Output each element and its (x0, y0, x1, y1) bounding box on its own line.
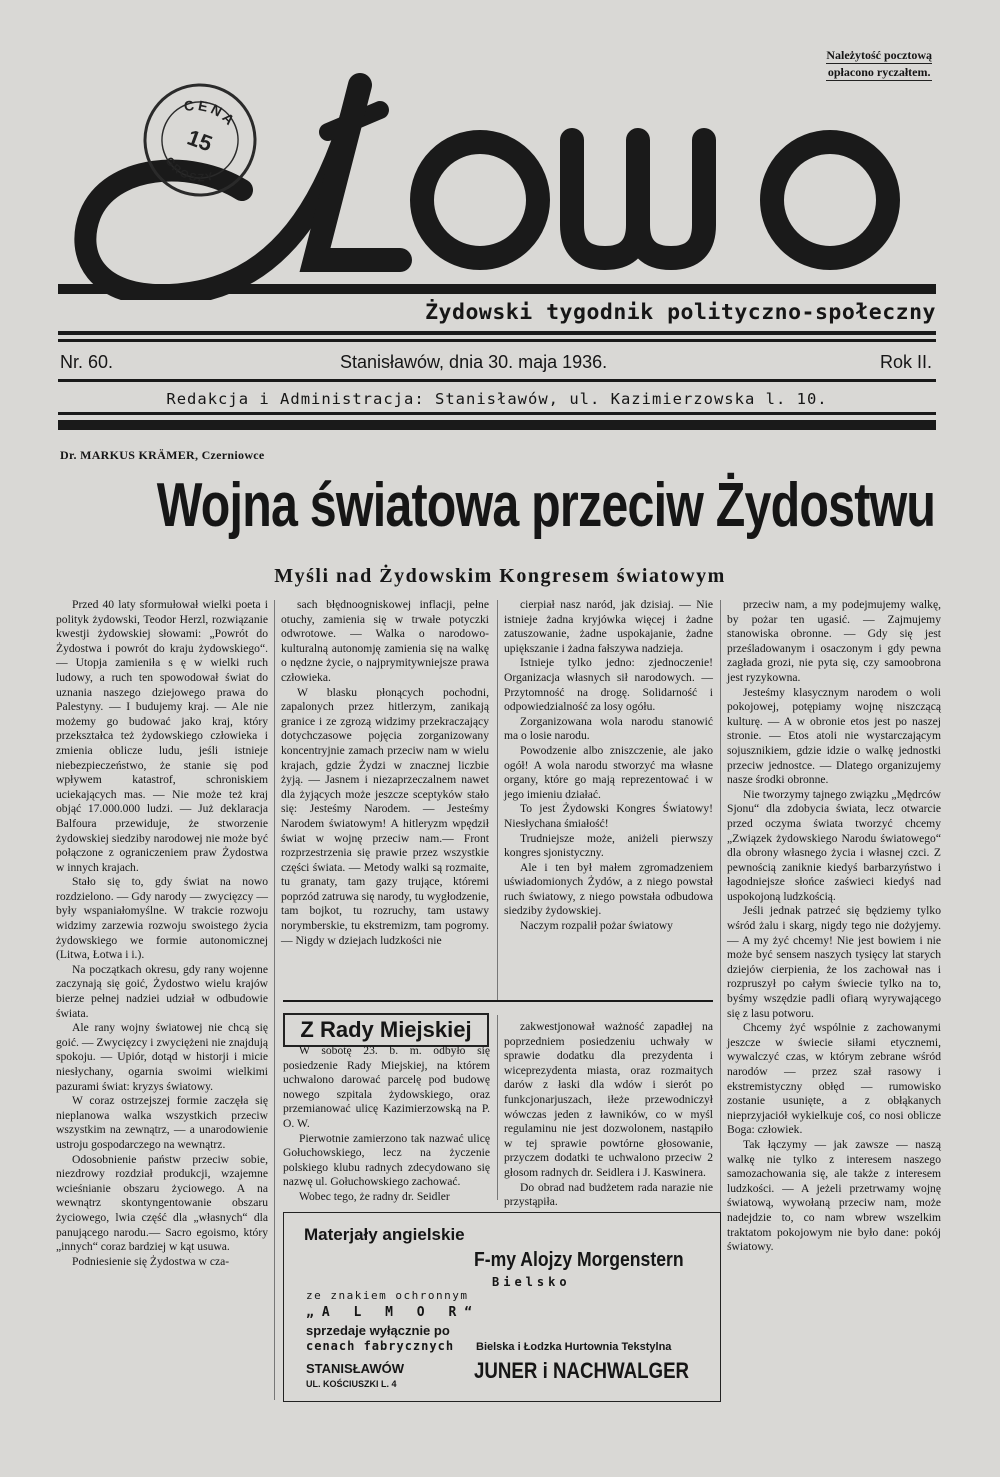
article-column-1 (56, 598, 268, 1269)
council-column-left (283, 1044, 490, 1205)
paragraph: Istnieje tylko jedno: zjednoczenie! Organizacja własnych sił narodowych. — Przytomność na drogę. Solidarność i odpowiedzialność za losy ogółu. (504, 656, 713, 714)
ad-city: STANISŁAWÓW (306, 1361, 404, 1376)
postage-line-1: Należytość pocztową (826, 48, 932, 62)
stamp-bottom-text: GROSZY (162, 155, 217, 185)
paragraph: zakwestjonował ważność zapadłej na poprzedniem posiedzeniu uchwały w sprawie dodatku dla prezydenta i wiceprezydenta miasta, oraz rozmaitych darów z łaski dla wdów i sierót po funkcjonarjuszach, iłeże przewodniczył wówczas jeden z ławników, co w myśl regulaminu nie jest dozwolonem, nastąpiło w tej sprawie powtórne głosowanie, przyczem dodatki te uchwalono przeciw 2 głosom radnych dr. Seidlera i J. Kaswinera. (504, 1020, 713, 1179)
paragraph: W blasku płonących pochodni, zapalonych przez hitlerzym, zanikają granice i ze zgrozą widzimy przekraczający dotychczasowe pojęcia zorganizowany koncentryjnie zamach przeciw nam w wielu krajach, gdzie Żydzi w znacznej liczbie żyją. — Jasnem i niezaprzeczalnem nawet dla żyjących może jeszcze sceptyków stało się: Jesteśmy Narodem. — Jesteśmy Narodem światowym! A hitleryzm wpędził świat w wojnę przeciw nam.— Front rozprzestrzenia się prawie przez wszystkie części świata. — Metody walki są rozmaite, tu granaty, tam gazy trujące, któremi poprzód zatruwa się narody, tu wygłodzenie, tam bojkot, tu rozruchy, tam ustawy norymberskie, tu ekstremizm, tam pogromy. — Nigdy w dziejach ludzkości nie (281, 685, 489, 947)
paragraph: cierpiał nasz naród, jak dzisiaj. — Nie istnieje żadna kryjówka więcej i żadne zatuszowanie, żadne uspokajanie, żadne upiększanie i żadna fałszywa nadzieja. (504, 598, 713, 655)
ad-wholesale: Bielska i Łodzka Hurtownia Tekstylna (476, 1341, 672, 1353)
paragraph: Jesteśmy klasycznym narodem o woli pokojowej, potępiamy wojnę niszczącą kulturę. — A w obronie etos jest po naszej stronie. — Etos atoli nie wystarczającym sojusznikiem, gdzie idzie o walkę jednostki przeciw jednostce. — Dlatego organizujemy nasze środki obronne. (727, 685, 941, 787)
council-column-right (504, 1020, 713, 1210)
column-divider (274, 600, 275, 1400)
ad-firm-name: F-my Alojzy Morgenstern (474, 1249, 684, 1271)
column-divider (497, 1015, 498, 1200)
ad-trademark-line: ze znakiem ochronnym (306, 1289, 469, 1302)
ad-owners: JUNER i NACHWALGER (474, 1358, 690, 1383)
paragraph: sach błędnoogniskowej inflacji, pełne otuchy, zamienia się w trwałe potyczki odwrotowe. — Walka o narodowo-kulturalną autonomję zamienia się na walkę o nędzne życie, o najprymitywniejsze prawa człowieka. (281, 598, 489, 684)
issue-date: Stanisławów, dnia 30. maja 1936. (340, 352, 608, 372)
column-divider (497, 600, 498, 1000)
paragraph: Na początkach okresu, gdy rany wojenne zaczynają się goić, Żydostwo wielu krajów bierze pełnej nadziei udział w odbudowie świata. (56, 962, 268, 1020)
issue-year: Rok II. (879, 352, 932, 372)
price-stamp (140, 80, 260, 200)
rule (58, 412, 936, 415)
paragraph: Powodzenie albo zniszczenie, ale jako ogół! A wola narodu stworzyć ma własne organy, które go mają reprezentować i w jego imieniu działać. (504, 743, 713, 801)
masthead-rule-top (58, 284, 936, 294)
council-section-title: Z Rady Miejskiej (283, 1013, 489, 1047)
ad-heading: Materjały angielskie (304, 1225, 465, 1244)
stamp-top-text: CENA (183, 96, 240, 130)
paragraph: Stało się to, gdy świat na nowo rozdzielono. — Gdy narody — zwycięzcy — były wspaniałomyślne. W trakcie rozwoju widzimy zarzewia rozwoju swoistego życia żydowskiego we formie autonomicznej (Litwa, Łotwa i i.). (56, 875, 268, 962)
paragraph: To jest Żydowski Kongres Światowy! Niesłychana śmiałość! (504, 802, 713, 830)
ad-firm-city: Bielsko (492, 1275, 571, 1289)
dateline (58, 352, 936, 376)
paragraph: Jeśli jednak patrzeć się będziemy tylko wśród żalu i skarg, nigdy tego nie dożyjemy. — A my żyć chcemy! Nie jest bowiem i nie może być sensem naszych tysięcy lat starych dziejów cierpienia, że los zachował nas i rozpruszył po całym świecie tylko na to, byśmy wszędzie padli ofiarą wyrywającego się z lasu potworu. (727, 904, 941, 1020)
paragraph: Ale rany wojny światowej nie chcą się goić. — Zwycięzcy i zwyciężeni nie znajdują spokoju. — Upiór, dotąd w historji i micie niesłychany, ogarnia swoimi wielkimi pazurami świat: kryzys światowy. (56, 1021, 268, 1093)
masthead-rule-bottom (58, 420, 936, 430)
advertisement (283, 1212, 721, 1402)
paragraph: Przed 40 laty sformułował wielki poeta i polityk żydowski, Teodor Herzl, rozwiązanie kwestji żydowskiej słowami: „Powrót do Żydostwa i powrót do kraju żydowskiego“.— Utopja zamieniła s ę w wielki ruch ludowy, a ruch ten spowodował świat do uznania naszego dziejowego prawa do Palestyny. — I budujemy kraj. — Ale nie możemy go budować jako kraj, który przekształca też żydowskiego człowieka i zmienia oblicze ludu, jeśli istnieje niebezpieczeństwo, że stanie się pod wpływem katastrof, schroniskiem uciekających mas. — Nie może też kraj objąć 17.000.000 ludzi. — Już deklaracja Balfoura przewiduje, że stworzenie żydowskiej siedziby narodowej nie może być połączone z ograniczeniem praw Żydostwa w innych krajach. (56, 598, 268, 874)
section-rule (283, 1000, 713, 1002)
article-column-3 (504, 598, 713, 934)
paragraph: Do obrad nad budżetem rada narazie nie przystąpiła. (504, 1180, 713, 1209)
paragraph: Ale i ten był małem zgromadzeniem uświadomionych Żydów, a z niego powstał ruch światowy, z niego powstała odbudowa siedziby żydowskiej. (504, 860, 713, 918)
ad-brand: „A L M O R“ (306, 1305, 481, 1320)
rule (58, 331, 936, 335)
article-column-2 (281, 598, 489, 948)
paragraph: Trudniejsze może, aniżeli pierwszy kongres sjonistyczny. (504, 831, 713, 860)
paragraph: Naczym rozpalił pożar światowy (520, 919, 673, 933)
ad-price-line: cenach fabrycznych (306, 1339, 455, 1353)
masthead-subtitle: Żydowski tygodnik polityczno-społeczny (425, 300, 936, 325)
paragraph: Zorganizowana wola narodu stanowić ma o losie narodu. (504, 714, 713, 743)
paragraph: Podniesienie się Żydostwa w cza- (72, 1254, 230, 1268)
paragraph: Nie tworzymy tajnego związku „Mędrców Sjonu“ dla zdobycia świata, lecz otwarcie przed oczyma świata tworzyć chcemy „Związek żydowskiego Narodu światowego“ dla obrony własnego życia i własnej czci. Z pewnością zaniknie kiedyś barbarzyństwo i łagodniejsze słońce zaświeci kiedyś nad uspokojoną ludzkością. (727, 787, 941, 903)
paragraph: przeciw nam, a my podejmujemy walkę, by pożar ten ugasić. — Zajmujemy stanowiska obronne. — Gdy się jest prześladowanym i osaczonym i gdy pewna zagłada grozi, nie pyta się, czy samoobrona jest ryzykowna. (727, 598, 941, 684)
paragraph: Wobec tego, że radny dr. Seidler (299, 1189, 450, 1203)
rule (58, 339, 936, 342)
ad-sales-line: sprzedaje wyłącznie po (306, 1323, 450, 1338)
paragraph: W sobotę 23. b. m. odbyło się posiedzenie Rady Miejskiej, na którem uchwalono darować parcelę pod budowę nowego szpitala żydowskiego, oraz przemianować ulicę Kazimierzowską na P. O. W. (283, 1044, 490, 1130)
paragraph: Chcemy żyć wspólnie z zachowanymi jeszcze w świecie siłami etycznemi, wywalczyć czas, w którym zebrane wśród narodów — przez szał rasowy i ekstremistyczny obłęd — rumowisko zostanie usunięte, a z obłąkanych nieprzyjaciół wykielkuje coś, co nosi oblicze Boga: człowiek. (727, 1021, 941, 1137)
paragraph: Tak łączymy — jak zawsze — naszą walkę nie tylko z interesem naszego samozachowania się, ale także z interesem ludzkości. — A jeżeli przetrwamy wojnę światową, wywołaną przeciw nam, może nadejdzie to, co nam wbrew wszelkim traktatom pokojowym nie było dane: pokój światowy. (727, 1137, 941, 1254)
paragraph: W coraz ostrzejszej formie zaczęła się nieplanowa walka wszystkich przeciw wszystkim na zewnątrz, — a unarodowienie ustroju gospodarczego na wewnątrz. (56, 1094, 268, 1151)
article-author: Dr. MARKUS KRÄMER, Czerniowce (60, 448, 265, 462)
rule (58, 379, 936, 382)
issue-number: Nr. 60. (60, 352, 114, 372)
stamp-value: 15 (184, 124, 216, 157)
article-headline: Wojna światowa przeciw Żydostwu (156, 471, 936, 540)
paragraph: Pierwotnie zamierzono tak nazwać ulicę Gołuchowskiego, lecz na życzenie polskiego klubu radnych zdecydowano się nazwę ul. Gołuchowskiego zachować. (283, 1131, 490, 1189)
postage-line-2: opłacono ryczałtem. (827, 65, 931, 79)
editorial-address: Redakcja i Administracja: Stanisławów, ul. Kazimierzowska l. 10. (166, 390, 828, 408)
paragraph: Odosobnienie państw przeciw sobie, niezdrowy rozdział produkcji, wzajemne wcieśnianie obszaru życiowego. A na wewnątrz skontyngentowanie obszaru życiowego, lwia część dla „własnych“ dla panującego narodu.— Sacro egoismo, który „innych“ coraz bardziej w kąt usuwa. (56, 1152, 268, 1254)
ad-street: UL. KOŚCIUSZKI L. 4 (306, 1379, 397, 1389)
article-column-4 (727, 598, 941, 1255)
article-deck: Myśli nad Żydowskim Kongresem światowym (274, 565, 726, 587)
